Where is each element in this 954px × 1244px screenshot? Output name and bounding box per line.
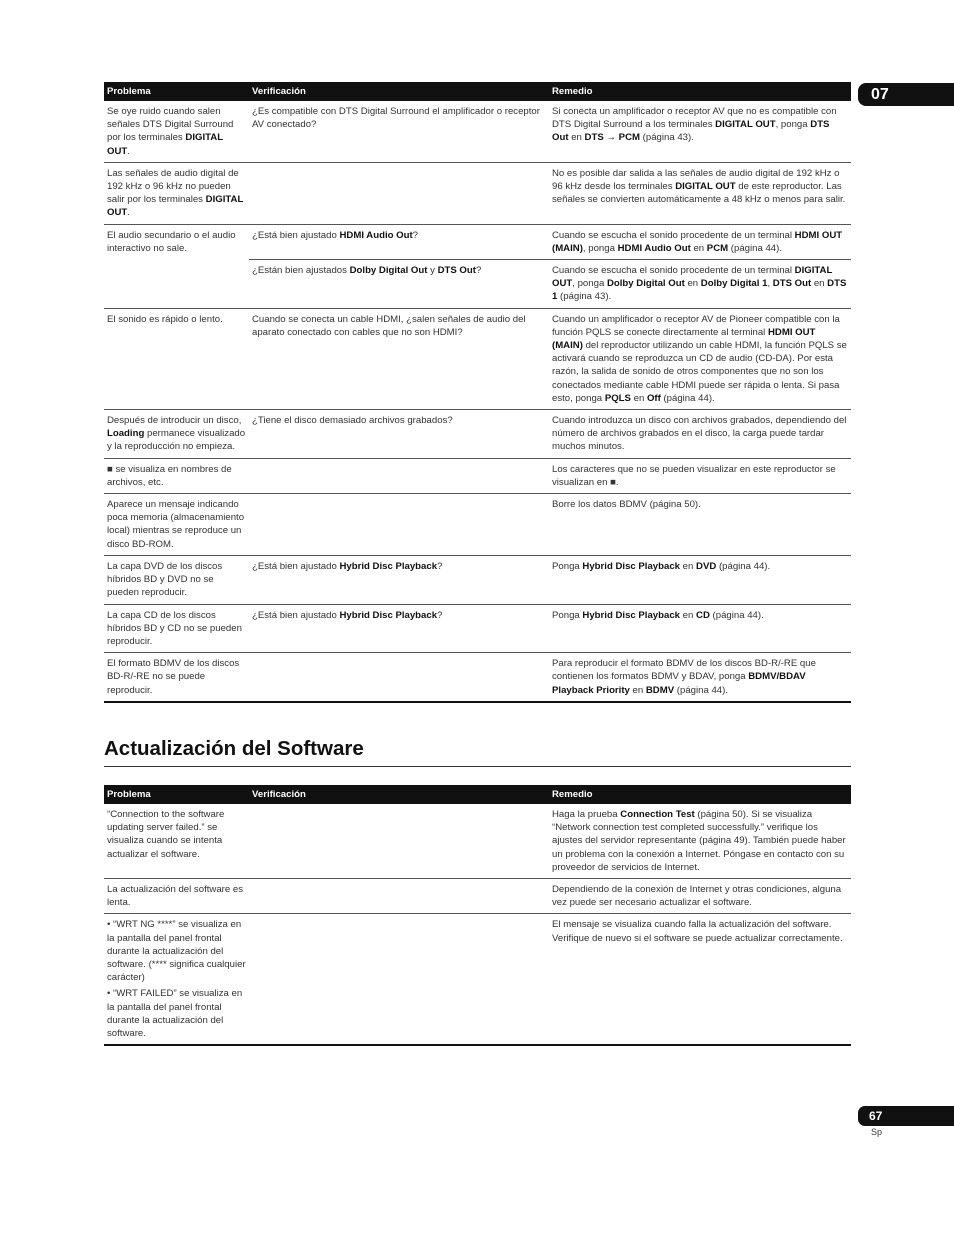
remedy-cell bbox=[549, 653, 851, 702]
text-run: Hybrid Disc Playback bbox=[582, 609, 681, 621]
software-update-table-body bbox=[104, 804, 851, 1045]
table-row bbox=[104, 914, 851, 1045]
text-run: Las señales de audio digital de 192 kHz o 96 kHz no pueden salir por los terminales bbox=[107, 167, 239, 206]
table-row bbox=[104, 555, 851, 604]
header-problem: Problema bbox=[104, 82, 249, 101]
text-run: , ponga bbox=[775, 119, 811, 131]
text-run: Cuando introduzca un disco con archivos grabados, dependiendo del número de archivos grabados en el disco, la carga puede tardar muchos minutos. bbox=[552, 415, 847, 453]
text-run: El mensaje se visualiza cuando falla la actualización del software. Verifique de nuevo si el software se puede actualizar correctamente. bbox=[552, 919, 843, 944]
text-run: Aparece un mensaje indicando poca memoria (almacenamiento local) mientras se reproduce un disco BD-ROM. bbox=[107, 499, 245, 550]
problem-cell bbox=[104, 804, 249, 879]
text-run: (página 44). bbox=[709, 609, 764, 621]
check-cell bbox=[249, 653, 549, 702]
troubleshooting-table bbox=[104, 82, 851, 703]
text-run: DVD bbox=[696, 560, 717, 572]
text-run: Dolby Digital Out bbox=[349, 265, 428, 277]
check-cell bbox=[249, 879, 549, 914]
remedy-cell bbox=[549, 224, 851, 259]
table-row bbox=[104, 308, 851, 409]
text-run: en bbox=[680, 609, 697, 621]
remedy-cell bbox=[549, 604, 851, 653]
text-run: HDMI OUT (MAIN) bbox=[552, 326, 816, 352]
text-run: en bbox=[630, 392, 647, 404]
table-row bbox=[104, 804, 851, 879]
text-run: DTS Out bbox=[552, 119, 830, 144]
text-run: Cuando se escucha el sonido procedente de un terminal bbox=[552, 265, 795, 277]
text-run: (página 50). Si se visualiza “Network connection test completed successfully.” verifique los ajustes del servidor representante (página 49). También puede haber un problema con la conexión a Internet. Póngase en contacto con su proveedor de servicios de Internet. bbox=[552, 809, 846, 873]
text-run: Dolby Digital Out bbox=[606, 278, 685, 290]
problem-cell bbox=[104, 653, 249, 702]
text-run: Para reproducir el formato BDMV de los discos BD-R/-RE que contienen los formatos BDMV y BDAV, ponga bbox=[552, 658, 816, 683]
header-remedy: Remedio bbox=[549, 785, 851, 804]
text-run: , ponga bbox=[582, 242, 618, 254]
text-run: (página 44). bbox=[716, 560, 771, 572]
chapter-tab: 07 bbox=[858, 83, 954, 106]
text-run: • “WRT FAILED” se visualiza en la pantalla del panel frontal durante la actualización del software. bbox=[107, 988, 243, 1040]
table-row bbox=[104, 162, 851, 224]
remedy-cell bbox=[549, 162, 851, 224]
page-number: 67 bbox=[858, 1106, 954, 1126]
text-run: Haga la prueba bbox=[552, 809, 621, 820]
text-run: HDMI Audio Out bbox=[339, 229, 413, 241]
text-run: Ponga bbox=[552, 609, 583, 621]
remedy-cell bbox=[549, 494, 851, 556]
table-row bbox=[104, 458, 851, 493]
remedy-cell bbox=[549, 101, 851, 162]
remedy-cell bbox=[549, 879, 851, 914]
text-run: ? bbox=[437, 560, 443, 572]
text-run: “Connection to the software updating server failed.” se visualiza cuando se intenta actualizar el software. bbox=[107, 809, 225, 860]
problem-cell bbox=[104, 308, 249, 409]
remedy-cell bbox=[549, 260, 851, 309]
text-run: Dolby Digital 1 bbox=[700, 278, 768, 290]
text-run: HDMI Audio Out bbox=[617, 242, 691, 254]
table-row bbox=[104, 494, 851, 556]
text-run: en bbox=[811, 278, 828, 290]
text-run: Ponga bbox=[552, 560, 583, 572]
text-run: ¿Está bien ajustado bbox=[252, 560, 340, 572]
problem-cell bbox=[104, 410, 249, 459]
text-run: ■ se visualiza en nombres de archivos, etc. bbox=[107, 463, 232, 488]
text-run: HDMI OUT (MAIN) bbox=[552, 229, 843, 254]
remedy-cell bbox=[549, 914, 851, 1045]
problem-cell bbox=[104, 879, 249, 914]
problem-bullet bbox=[107, 918, 246, 984]
text-run: Se oye ruido cuando salen señales DTS Digital Surround por los terminales bbox=[107, 106, 234, 144]
problem-cell bbox=[104, 604, 249, 653]
text-run: Hybrid Disc Playback bbox=[582, 560, 681, 572]
remedy-cell bbox=[549, 555, 851, 604]
table-row bbox=[104, 879, 851, 914]
remedy-cell bbox=[549, 410, 851, 459]
problem-cell bbox=[104, 162, 249, 224]
text-run: Después de introducir un disco, bbox=[107, 415, 242, 427]
text-run: Cuando se escucha el sonido procedente de un terminal bbox=[552, 229, 795, 241]
problem-bullet bbox=[107, 987, 246, 1040]
table-row bbox=[104, 224, 851, 259]
text-run: DTS Out bbox=[772, 278, 812, 290]
remedy-cell bbox=[549, 458, 851, 493]
problem-cell bbox=[104, 101, 249, 162]
text-run: ¿Están bien ajustados bbox=[252, 265, 350, 277]
check-cell bbox=[249, 308, 549, 409]
check-cell bbox=[249, 604, 549, 653]
text-run: Cuando se conecta un cable HDMI, ¿salen señales de audio del aparato conectado con cables que no son HDMI? bbox=[252, 313, 526, 338]
text-run: ¿Es compatible con DTS Digital Surround el amplificador o receptor AV conectado? bbox=[252, 106, 540, 131]
header-problem: Problema bbox=[104, 785, 249, 804]
check-cell bbox=[249, 101, 549, 162]
table-header-row bbox=[104, 785, 851, 804]
text-run: Cuando un amplificador o receptor AV de Pioneer compatible con la función PQLS se conecte directamente al terminal bbox=[552, 313, 840, 338]
text-run: Los caracteres que no se pueden visualizar en este reproductor se visualizan en ■. bbox=[552, 463, 836, 488]
text-run: (página 43). bbox=[557, 291, 612, 303]
remedy-cell bbox=[549, 308, 851, 409]
text-run: , bbox=[767, 278, 773, 290]
text-run: BDMV bbox=[645, 684, 675, 696]
text-run: ¿Está bien ajustado bbox=[252, 229, 340, 241]
text-run: Si conecta un amplificador o receptor AV que no es compatible con DTS Digital Surround a los terminales bbox=[552, 106, 837, 131]
check-cell bbox=[249, 804, 549, 879]
header-check: Verificación bbox=[249, 785, 549, 804]
text-run: DTS bbox=[584, 132, 604, 144]
problem-cell bbox=[104, 914, 249, 1045]
check-cell bbox=[249, 914, 549, 1045]
text-run: La actualización del software es lenta. bbox=[107, 884, 243, 909]
problem-cell bbox=[104, 224, 249, 308]
text-run: . bbox=[127, 207, 130, 219]
text-run: ¿Tiene el disco demasiado archivos grabados? bbox=[252, 415, 453, 427]
text-run: en bbox=[568, 132, 585, 144]
software-update-table bbox=[104, 785, 851, 1046]
check-cell bbox=[249, 555, 549, 604]
text-run: PCM bbox=[706, 242, 729, 254]
troubleshooting-table-body bbox=[104, 101, 851, 702]
text-run: El formato BDMV de los discos BD-R/-RE no se puede reproducir. bbox=[107, 658, 240, 696]
text-run: (página 44). bbox=[660, 392, 715, 404]
text-run: Dependiendo de la conexión de Internet y otras condiciones, alguna vez puede ser necesario actualizar el software. bbox=[552, 884, 842, 909]
text-run: La capa DVD de los discos híbridos BD y DVD no se pueden reproducir. bbox=[107, 560, 223, 599]
text-run: ? bbox=[475, 265, 482, 277]
problem-cell bbox=[104, 555, 249, 604]
text-run: ¿Está bien ajustado bbox=[252, 609, 340, 621]
text-run: El sonido es rápido o lento. bbox=[107, 313, 223, 325]
table-header-row bbox=[104, 82, 851, 101]
text-run: DIGITAL OUT bbox=[107, 132, 223, 157]
text-run: BDMV/BDAV Playback Priority bbox=[552, 671, 806, 696]
table-row bbox=[104, 101, 851, 162]
text-run: en bbox=[690, 242, 707, 254]
check-cell bbox=[249, 224, 549, 259]
text-run: (página 44). bbox=[674, 684, 728, 696]
text-run: DTS 1 bbox=[552, 278, 847, 303]
table-row bbox=[104, 653, 851, 702]
header-remedy: Remedio bbox=[549, 82, 851, 101]
text-run: PQLS bbox=[604, 392, 631, 404]
table-row bbox=[104, 410, 851, 459]
header-check: Verificación bbox=[249, 82, 549, 101]
language-code: Sp bbox=[871, 1127, 883, 1137]
text-run: Connection Test bbox=[620, 809, 695, 820]
problem-cell bbox=[104, 494, 249, 556]
text-run: (página 44). bbox=[728, 242, 782, 254]
text-run: en bbox=[680, 560, 697, 572]
text-run: CD bbox=[696, 609, 710, 621]
text-run: No es posible dar salida a las señales de audio digital de 192 kHz o 96 kHz desde los terminales bbox=[552, 167, 840, 193]
text-run: , ponga bbox=[572, 278, 607, 290]
section-title: Actualización del Software bbox=[104, 736, 851, 767]
check-cell bbox=[249, 458, 549, 493]
text-run: en bbox=[629, 684, 646, 696]
check-cell bbox=[249, 260, 549, 309]
text-run: Loading bbox=[107, 428, 145, 440]
text-run: → bbox=[603, 132, 619, 144]
text-run: Off bbox=[646, 392, 661, 404]
remedy-cell bbox=[549, 804, 851, 879]
text-run: en bbox=[684, 278, 701, 290]
problem-cell bbox=[104, 458, 249, 493]
check-cell bbox=[249, 494, 549, 556]
text-run: . bbox=[127, 145, 130, 157]
text-run: permanece visualizado y la reproducción no empieza. bbox=[107, 428, 246, 453]
text-run: La capa CD de los discos híbridos BD y CD no se pueden reproducir. bbox=[107, 609, 242, 647]
text-run: • “WRT NG ****” se visualiza en la pantalla del panel frontal durante la actualización del software. (**** significa cualquier carácter) bbox=[107, 919, 246, 984]
text-run: Borre los datos BDMV (página 50). bbox=[552, 499, 701, 511]
check-cell bbox=[249, 410, 549, 459]
text-run: DTS Out bbox=[437, 265, 476, 277]
text-run: El audio secundario o el audio interactivo no sale. bbox=[107, 229, 236, 254]
text-run: DIGITAL OUT bbox=[107, 194, 244, 219]
text-run: DIGITAL OUT bbox=[715, 119, 776, 131]
table-row bbox=[104, 604, 851, 653]
text-run: ? bbox=[412, 229, 418, 241]
text-run: ? bbox=[437, 609, 443, 621]
text-run: y bbox=[427, 265, 438, 277]
text-run: Hybrid Disc Playback bbox=[339, 609, 438, 621]
text-run: DIGITAL OUT bbox=[675, 181, 736, 193]
text-run: (página 43). bbox=[640, 132, 694, 144]
text-run: del reproductor utilizando un cable HDMI, la función PQLS se activará cuando se reproduzca un CD de audio (CD-DA). Por esta razón, la salida de sonido de otros componentes que no son los conectados mediante cable HDMI puede ser rápida o lenta. Si pasa esto, ponga bbox=[552, 340, 847, 404]
check-cell bbox=[249, 162, 549, 224]
text-run: DIGITAL OUT bbox=[552, 265, 833, 290]
text-run: PCM bbox=[618, 132, 640, 144]
text-run: de este reproductor. Las señales se convierten automáticamente a 48 kHz o menos para salir. bbox=[552, 181, 846, 206]
text-run: Hybrid Disc Playback bbox=[339, 560, 438, 572]
